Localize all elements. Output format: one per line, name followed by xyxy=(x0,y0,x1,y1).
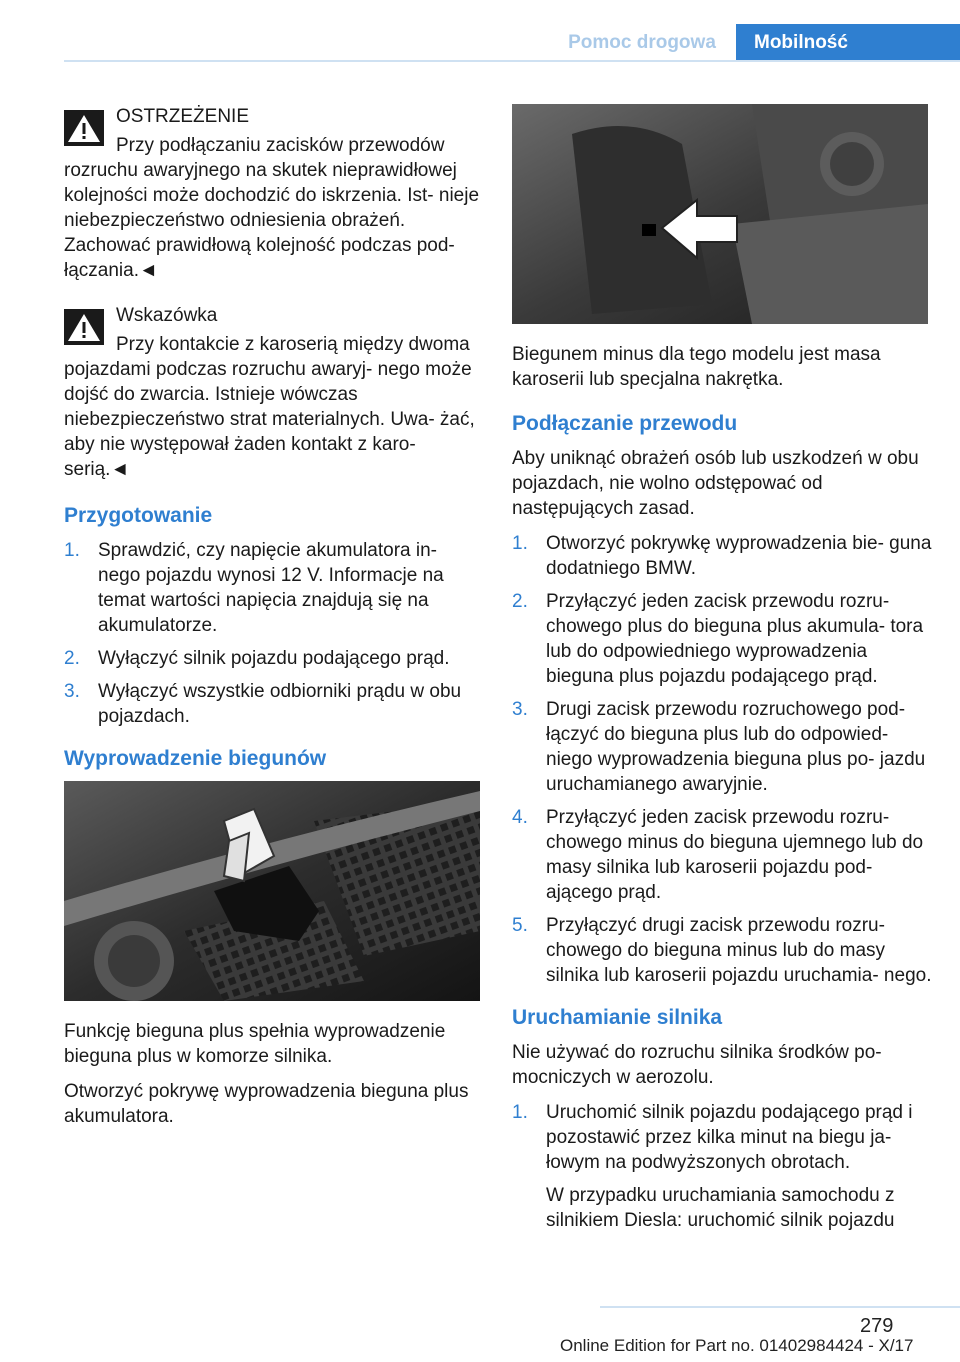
note-body: Przy kontakcie z karoserią między dwoma pojazdami podczas rozruchu awaryj- nego może dojść do zwarcia. Istnieje wówczas niebezpieczeństwo strat materialnych. Uwa- żać, aby nie występował żaden kontakt z karo- serią.◄ xyxy=(64,334,475,480)
list-number: 3. xyxy=(64,681,80,702)
list-text: Przyłączyć jeden zacisk przewodu rozru- chowego plus do bieguna plus akumula- tora lub do odpowiedniego wyprowadzenia bieguna plus pojazdu podającego prąd. xyxy=(546,591,924,687)
list-number: 1. xyxy=(512,1102,528,1123)
header-chapter-tab: Mobilność xyxy=(736,24,960,62)
header-section-tab: Pomoc drogowa xyxy=(568,32,716,53)
right-column xyxy=(512,104,932,1249)
list-text: Uruchomić silnik pojazdu podającego prąd i pozostawić przez kilka minut na biegu ja- łowym na podwyższonych obrotach. xyxy=(546,1102,913,1173)
start-list xyxy=(512,1100,932,1233)
list-number: 1. xyxy=(64,540,80,561)
list-item xyxy=(512,531,932,581)
list-subtext: W przypadku uruchamiania samochodu z silnikiem Diesla: uruchomić silnik pojazdu xyxy=(546,1185,895,1231)
list-number: 2. xyxy=(64,648,80,669)
left-column xyxy=(64,104,484,1139)
engine-bay-plus-pole-photo xyxy=(64,781,480,1001)
note-box xyxy=(64,303,484,482)
list-item xyxy=(512,913,932,988)
preparation-list xyxy=(64,538,484,729)
section-heading-start: Uruchamianie silnika xyxy=(512,1006,723,1029)
start-intro: Nie używać do rozruchu silnika środków po- mocniczych w aerozolu. xyxy=(512,1042,882,1088)
connect-intro: Aby uniknąć obrażeń osób lub uszkodzeń w obu pojazdach, nie wolno odstępować od następujących zasad. xyxy=(512,448,919,519)
list-number: 1. xyxy=(512,533,528,554)
list-number: 4. xyxy=(512,807,528,828)
warning-box xyxy=(64,104,484,283)
list-item xyxy=(64,679,484,729)
photo-caption-2: Otworzyć pokrywę wyprowadzenia bieguna plus akumulatora. xyxy=(64,1081,469,1127)
note-title: Wskazówka xyxy=(116,305,218,326)
list-item xyxy=(512,589,932,689)
footer-rule xyxy=(600,1306,960,1308)
header-rule xyxy=(64,60,960,62)
list-text: Drugi zacisk przewodu rozruchowego pod- łączyć do bieguna plus lub do odpowied- niego wyprowadzenia bieguna plus po- jazdu uruchamianego awaryjnie. xyxy=(546,699,926,795)
list-number: 3. xyxy=(512,699,528,720)
photo-caption-3: Biegunem minus dla tego modelu jest masa karoserii lub specjalna nakrętka. xyxy=(512,344,881,390)
warning-triangle-icon xyxy=(64,309,104,345)
photo-caption-1: Funkcję bieguna plus spełnia wyprowadzenie bieguna plus w komorze silnika. xyxy=(64,1021,446,1067)
list-text: Sprawdzić, czy napięcie akumulatora in- nego pojazdu wynosi 12 V. Informacje na temat wartości napięcia znajdują się na akumulatorze. xyxy=(98,540,444,636)
warning-triangle-icon xyxy=(64,110,104,146)
edition-label: Online Edition for Part no. 01402984424 - X/17 xyxy=(560,1336,914,1355)
list-item xyxy=(512,1100,932,1233)
warning-body: Przy podłączaniu zacisków przewodów rozruchu awaryjnego na skutek nieprawidłowej kolejności może dochodzić do iskrzenia. Ist- nieje niebezpieczeństwo odniesienia obrażeń. Zachować prawidłową kolejność podczas pod- łączania.◄ xyxy=(64,135,480,281)
list-item xyxy=(512,805,932,905)
list-text: Otworzyć pokrywkę wyprowadzenia bie- guna dodatniego BMW. xyxy=(546,533,932,579)
list-text: Wyłączyć wszystkie odbiorniki prądu w obu pojazdach. xyxy=(98,681,462,727)
section-heading-poles: Wyprowadzenie biegunów xyxy=(64,747,327,770)
list-text: Przyłączyć drugi zacisk przewodu rozru- chowego do bieguna minus lub do masy silnika lub karoserii pojazdu uruchamia- nego. xyxy=(546,915,932,986)
connect-list xyxy=(512,531,932,988)
engine-bay-minus-pole-photo xyxy=(512,104,928,324)
warning-title: OSTRZEŻENIE xyxy=(116,106,250,127)
list-text: Przyłączyć jeden zacisk przewodu rozru- chowego minus do bieguna ujemnego lub do masy silnika lub karoserii pojazdu pod- ającego prąd. xyxy=(546,807,924,903)
list-item xyxy=(64,646,484,671)
list-text: Wyłączyć silnik pojazdu podającego prąd. xyxy=(98,648,450,669)
section-heading-preparation: Przygotowanie xyxy=(64,504,213,527)
section-heading-connect: Podłączanie przewodu xyxy=(512,412,738,435)
list-item xyxy=(512,697,932,797)
page-number: 279 xyxy=(860,1315,894,1337)
list-number: 2. xyxy=(512,591,528,612)
list-item xyxy=(64,538,484,638)
list-number: 5. xyxy=(512,915,528,936)
